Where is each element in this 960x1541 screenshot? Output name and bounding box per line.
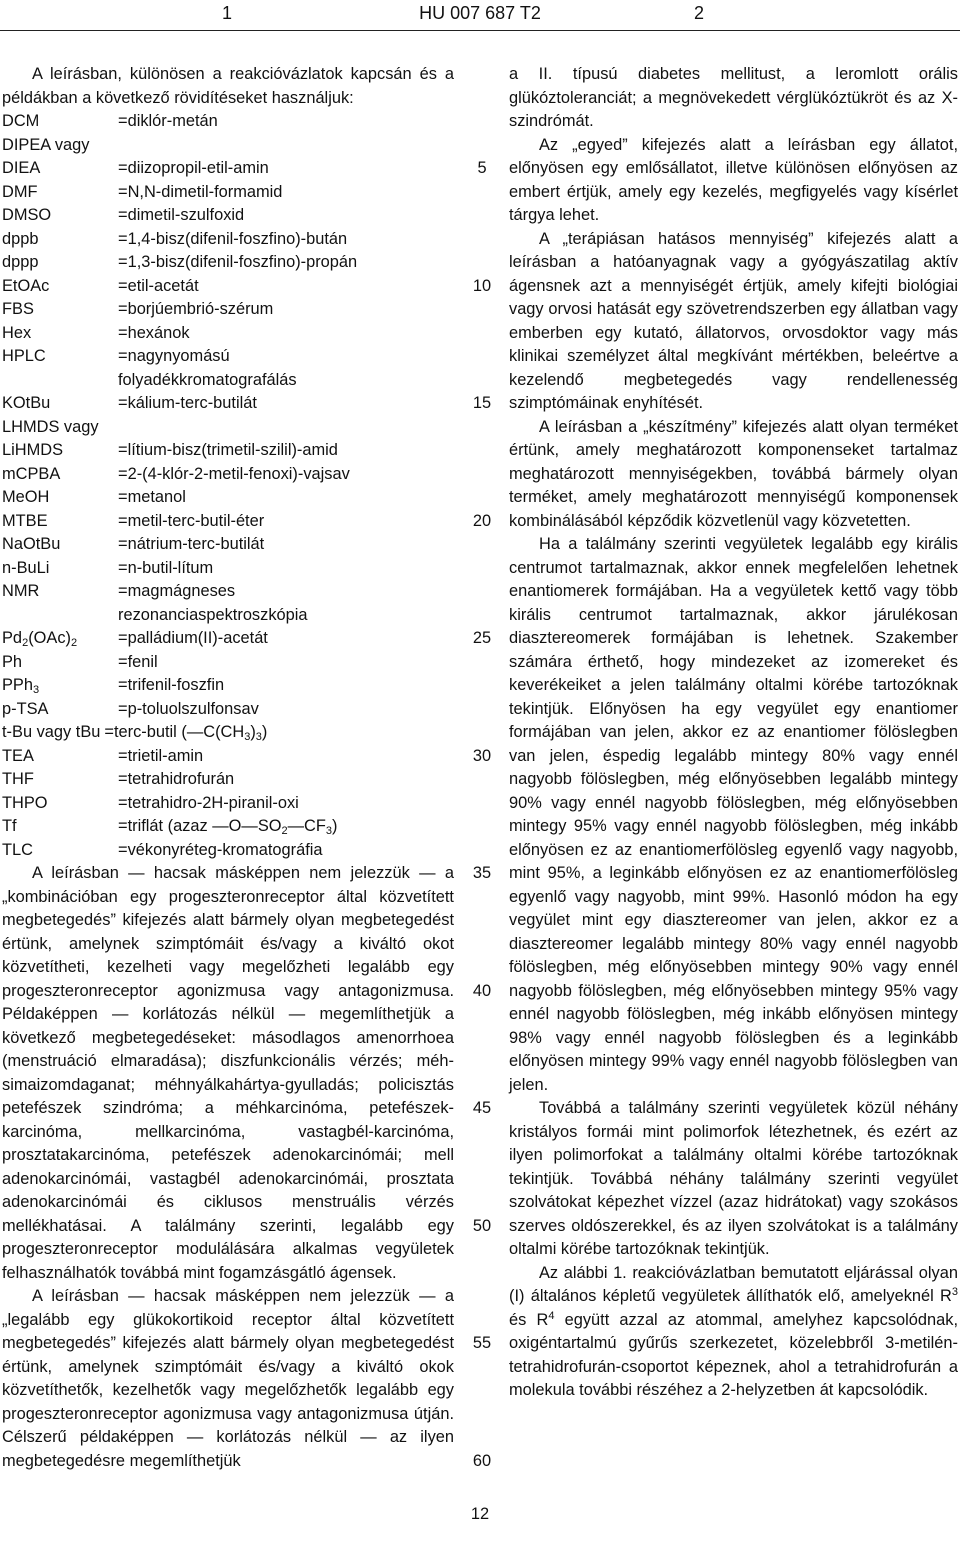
paragraph-composition: A leírásban a „készítmény” kifejezés alatt olyan terméket értünk, amely meghatározott komponenseket tartalmaz meghatározott mennyiségekben, továbbá bármely olyan terméket, amely meghatározott mennyiségű komponensek kombinálásából képződik közvetlenül vagy közvetetten. bbox=[509, 417, 958, 530]
abbreviation-row bbox=[2, 322, 454, 346]
abbreviation-definition: =hexánok bbox=[118, 323, 190, 342]
paragraph-polymorphs: Továbbá a találmány szerinti vegyületek közül néhány kristályos formái mint polimorfok létezhetnek, és ezért az ilyen polimorfokat a találmány oltalmi körébe tartozóknak tekintjük. Továbbá néhány találmány szerinti vegyület szolvátokat képezhet vízzel (azaz hidrátokat) vagy szokásos szerves oldószerekkel, és az ilyen szolvátokat is a találmány oltalmi körébe tartozóknak tekintjük. bbox=[509, 1099, 958, 1258]
line-number: 45 bbox=[472, 1099, 492, 1117]
abbreviation-row bbox=[2, 839, 454, 863]
abbreviation-row bbox=[2, 275, 454, 299]
abbreviation-term: NMR bbox=[2, 582, 40, 600]
abbreviation-term: THPO bbox=[2, 793, 48, 812]
abbreviation-definition bbox=[118, 134, 454, 158]
abbreviation-row bbox=[2, 768, 454, 792]
abbreviation-term: DMSO bbox=[2, 206, 52, 224]
abbreviation-term: EtOAc bbox=[2, 276, 50, 295]
line-number: 60 bbox=[472, 1451, 492, 1470]
abbreviation-list bbox=[2, 110, 454, 627]
abbreviation-term: NaOtBu bbox=[2, 535, 61, 553]
abbreviation-row bbox=[2, 416, 454, 440]
abbreviation-row bbox=[2, 604, 454, 628]
left-column bbox=[2, 63, 454, 1473]
abbreviation-term: dppb bbox=[2, 229, 39, 248]
abbreviation-definition: =kálium-terc-butilát bbox=[118, 394, 257, 412]
abbreviation-term: MeOH bbox=[2, 488, 50, 506]
line-number: 25 bbox=[472, 629, 492, 647]
abbreviation-term bbox=[2, 369, 118, 393]
abbreviation-definition: =1,3-bisz(difenil-foszfino)-propán bbox=[118, 253, 358, 271]
line-number: 30 bbox=[472, 746, 492, 765]
paragraph-chiral-centers: Ha a találmány szerinti vegyületek legalább egy királis centrumot tartalmaznak, akkor ennek megfelelően lehetnek enantiomerek formájában. Ha a vegyületek kettő vagy több királis centrumot tartalmaznak, akkor járulékosan diasztereomerek formájában is lehetnek. Szakember számára érthető, hogy mindezeket az izomereket és keverékeiket a jelen találmány oltalmi körébe tartozóknak tekintjük. Előnyösen ha egy vegyület egy enantiomer formájában van jelen, akkor ez az enantiomer fölöslegben van jelen, éspedig legalább mintegy 80% vagy ennél nagyobb fölöslegben, még előnyösebben legalább mintegy 90% vagy ennél nagyobb fölöslegben, még előnyösebben mintegy 95% vagy ennél nagyobb fölöslegben, még inkább előnyösen ez az enantiomerfölösleg egyenlő vagy nagyobb, mint 95%, a leginkább előnyösen ez az enantiomerfölösleg egyenlő vagy nagyobb, mint 99%. Hasonló módon ha egy vegyület mint egy diasztereomer van jelen, akkor ez a diasztereomer legalább mintegy 80% vagy ennél nagyobb fölöslegben, még előnyösebben mintegy 90% vagy ennél nagyobb fölöslegben, még előnyösebben mintegy 95% vagy ennél nagyobb fölöslegben, még inkább előnyösen mintegy 98% vagy ennél nagyobb fölöslegben és a leginkább előnyösen mintegy 99% vagy ennél nagyobb fölöslegben van jelen. bbox=[509, 535, 958, 1094]
abbreviation-definition: =etil-acetát bbox=[118, 276, 199, 295]
abbreviation-definition: =fenil bbox=[118, 652, 158, 671]
abbreviation-definition: =magmágneses bbox=[118, 582, 236, 600]
abbreviation-term: MTBE bbox=[2, 511, 48, 530]
abbreviation-row bbox=[2, 698, 454, 722]
abbreviation-term: t-Bu vagy tBu bbox=[2, 723, 101, 741]
abbreviation-term: TLC bbox=[2, 840, 33, 859]
abbreviation-term: TEA bbox=[2, 746, 34, 765]
line-number: 55 bbox=[472, 1334, 492, 1352]
line-number: 15 bbox=[472, 394, 492, 412]
abbreviation-term: Tf bbox=[2, 817, 17, 835]
abbreviation-term: p-TSA bbox=[2, 699, 49, 718]
abbreviation-row bbox=[2, 627, 454, 651]
abbreviation-term: DIPEA vagy bbox=[2, 135, 90, 154]
abbreviation-row bbox=[2, 557, 454, 581]
abbreviation-definition: =triflát (azaz $—O—SO_2—CF_3$) bbox=[118, 817, 338, 837]
abbreviation-term: HPLC bbox=[2, 347, 46, 365]
abbreviation-definition: =n-butil-lítum bbox=[118, 558, 214, 577]
abbreviation-row bbox=[2, 510, 454, 534]
abbreviation-definition: =palládium(II)-acetát bbox=[118, 629, 268, 647]
abbreviation-term: DCM bbox=[2, 112, 40, 130]
abbreviation-row bbox=[2, 345, 454, 369]
page-number-left: 1 bbox=[222, 3, 233, 23]
line-number: 20 bbox=[472, 511, 492, 530]
paragraph-progesterone-disease: A leírásban — hacsak másképpen nem jelezzük — a „kombinációban egy progeszteronreceptor által közvetített megbetegedés” kifejezés alatt bármely olyan megbetegedést értünk, amelynek szimptómáit és/vagy a kiváltó okot közvetítheti, kezelheti vagy megelőzheti legalább egy progeszteronreceptor agonizmusa vagy antagonizmusa. Példaképpen — korlátozás nélkül — megemlíthetjük a következő megbetegedéseket: másodlagos amenorrhoea (menstruáció elmaradása); diszfunkcionális vérzés; méh-simaizomdaganat; méhnyálkahártya-gyulladás; policisztás petefészek szindróma; a méhkarcinóma, petefészek-karcinóma, mellkarcinóma, vastagbél-karcinóma, prosztatakarcinóma, petefészek adenokarcinómái; mell adenokarcinómái, vastagbél adenokarcinómái, prosztata adenokarcinómái és ciklusos menstruális vérzés mellékhatásai. A találmány szerinti, legalább egy progeszteronreceptor modulálására alkalmas vegyületek felhasználhatók továbbá mint fogamzásgátló ágensek. bbox=[2, 864, 454, 1282]
abbreviation-definition: =tetrahidro-2H-piranil-oxi bbox=[118, 793, 299, 812]
abbreviation-row bbox=[2, 674, 454, 698]
paragraph-reaction-scheme: Az alábbi 1. reakcióvázlatban bemutatott eljárással olyan (I) általános képletű vegyületek állíthatók elő, amelyeknél $R^3$ és $R^4$ együtt azzal az atommal, amelyhez kapcsolódnak, oxigéntartalmú gyűrűs szerkezetet, közelebbről 3-metilén-tetrahidrofurán-csoportot képeznek, ahol a tetrahidrofurán a molekula további részéhez a 2-helyzetben át kapcsolódik. bbox=[509, 1263, 959, 1399]
abbreviation-definition: =metil-terc-butil-éter bbox=[118, 511, 265, 530]
paragraph-glucocorticoid-disease: A leírásban — hacsak másképpen nem jelezzük — a „legalább egy glükokortikoid receptor által közvetített megbetegedés” kifejezés alatt bármely olyan megbetegedést értünk, amelynek szimptómáit és/vagy a kiváltó okok közvetíthetők, kezelhetők vagy megelőzhetők legalább egy progeszteronreceptor agonizmusa vagy antagonizmusa útján. Célszerű példaképpen — korlátozás nélkül — az ilyen megbetegedésre megemlíthetjük bbox=[2, 1287, 454, 1470]
intro-paragraph: A leírásban, különösen a reakcióvázlatok kapcsán és a példákban a következő rövidítéseket használjuk: bbox=[2, 65, 454, 107]
abbreviation-definition: =metanol bbox=[118, 488, 186, 506]
abbreviation-definition: =2-(4-klór-2-metil-fenoxi)-vajsav bbox=[118, 464, 350, 483]
patent-id: HU 007 687 T2 bbox=[419, 3, 541, 23]
abbreviation-definition: =tetrahidrofurán bbox=[118, 770, 235, 788]
abbreviation-term: KOtBu bbox=[2, 394, 51, 412]
abbreviation-row bbox=[2, 228, 454, 252]
header-rule bbox=[0, 30, 960, 31]
abbreviation-term: n-BuLi bbox=[2, 558, 50, 577]
line-number: 40 bbox=[472, 981, 492, 1000]
abbreviation-row bbox=[2, 157, 454, 181]
paragraph-therapeutic-amount: A „terápiásan hatásos mennyiség” kifejezés alatt a leírásban a hatóanyagnak vagy a gyógyászatilag aktív ágensnek azt a mennyiségét értjük, amely kifejti biológiai vagy orvosi hatását egy szövetrendszerben egy állatban vagy emberben egy kutató, állatorvos, orvosdoktor vagy más klinikai személyzet által megkívánt mértékben, beleértve a kezelendő megbetegedés vagy rendellenesség szimptómáinak enyhítését. bbox=[509, 229, 958, 412]
abbreviation-term: $Pd_2(OAc)_2$ bbox=[2, 629, 78, 649]
line-number: 50 bbox=[472, 1216, 492, 1235]
abbreviation-row bbox=[2, 721, 454, 745]
abbreviation-row bbox=[2, 815, 454, 839]
abbreviation-row bbox=[2, 298, 454, 322]
abbreviation-term: PPh$_3$ bbox=[2, 676, 40, 696]
abbreviation-definition: folyadékkromatografálás bbox=[118, 370, 297, 389]
abbreviation-term: LiHMDS bbox=[2, 441, 64, 459]
abbreviation-definition: =vékonyréteg-kromatográfia bbox=[118, 840, 323, 859]
abbreviation-row bbox=[2, 651, 454, 675]
abbreviation-definition bbox=[118, 416, 454, 440]
abbreviation-term: mCPBA bbox=[2, 464, 61, 483]
abbreviation-row bbox=[2, 251, 454, 275]
abbreviation-definition: =nagynyomású bbox=[118, 347, 230, 365]
abbreviation-definition: =trifenil-foszfin bbox=[118, 676, 225, 694]
line-number: 10 bbox=[472, 276, 492, 295]
abbreviation-term: DMF bbox=[2, 182, 38, 201]
abbreviation-term: Hex bbox=[2, 323, 32, 342]
abbreviation-definition: =N,N-dimetil-formamid bbox=[118, 182, 283, 201]
abbreviation-definition: =lítium-bisz(trimetil-szilil)-amid bbox=[118, 441, 338, 459]
line-number: 5 bbox=[477, 159, 487, 177]
paragraph-subject-definition: Az „egyed” kifejezés alatt a leírásban egy állatot, előnyösen egy emlősállatot, illetve különösen előnyösen az embert értjük, amely egy kezelés, megfigyelés vagy kísérlet tárgya lehet. bbox=[509, 135, 958, 224]
abbreviation-definition: =borjúembrió-szérum bbox=[118, 300, 274, 318]
abbreviation-definition: =diklór-metán bbox=[118, 112, 218, 130]
abbreviation-term: dppp bbox=[2, 253, 39, 271]
abbreviation-row bbox=[2, 533, 454, 557]
page-number-right: 2 bbox=[694, 3, 705, 23]
footer-page-number: 12 bbox=[470, 1505, 490, 1523]
abbreviation-row bbox=[2, 369, 454, 393]
right-column bbox=[509, 63, 958, 1403]
abbreviation-term: THF bbox=[2, 770, 34, 788]
abbreviation-term bbox=[2, 604, 118, 628]
abbreviation-definition: =nátrium-terc-butilát bbox=[118, 535, 265, 553]
abbreviation-definition: =dimetil-szulfoxid bbox=[118, 206, 245, 224]
abbreviation-definition: =trietil-amin bbox=[118, 746, 204, 765]
abbreviation-row bbox=[2, 486, 454, 510]
abbreviation-row bbox=[2, 181, 454, 205]
abbreviation-row bbox=[2, 792, 454, 816]
abbreviation-term: FBS bbox=[2, 300, 34, 318]
paragraph-diabetes-continuation: a II. típusú diabetes mellitust, a leromlott orális glükóztoleranciát; a megnövekedett vérglükóztükröt és az X-szindrómát. bbox=[509, 65, 958, 130]
abbreviation-definition: =diizopropil-etil-amin bbox=[118, 159, 269, 177]
abbreviation-term: Ph bbox=[2, 652, 23, 671]
abbreviation-definition: =1,4-bisz(difenil-foszfino)-bután bbox=[118, 229, 348, 248]
abbreviation-row bbox=[2, 463, 454, 487]
abbreviation-row bbox=[2, 110, 454, 134]
abbreviation-term: LHMDS vagy bbox=[2, 417, 99, 436]
abbreviation-row bbox=[2, 745, 454, 769]
abbreviation-row bbox=[2, 439, 454, 463]
abbreviation-term: DIEA bbox=[2, 159, 41, 177]
abbreviation-row bbox=[2, 580, 454, 604]
abbreviation-row bbox=[2, 392, 454, 416]
abbreviation-definition: rezonanciaspektroszkópia bbox=[118, 605, 308, 624]
abbreviation-definition: =terc-butil $(—C(CH_3)_3)$ bbox=[104, 723, 268, 743]
line-number: 35 bbox=[472, 864, 492, 882]
abbreviation-definition: =p-toluolszulfonsav bbox=[118, 699, 259, 718]
abbreviation-row bbox=[2, 204, 454, 228]
abbreviation-row bbox=[2, 134, 454, 158]
